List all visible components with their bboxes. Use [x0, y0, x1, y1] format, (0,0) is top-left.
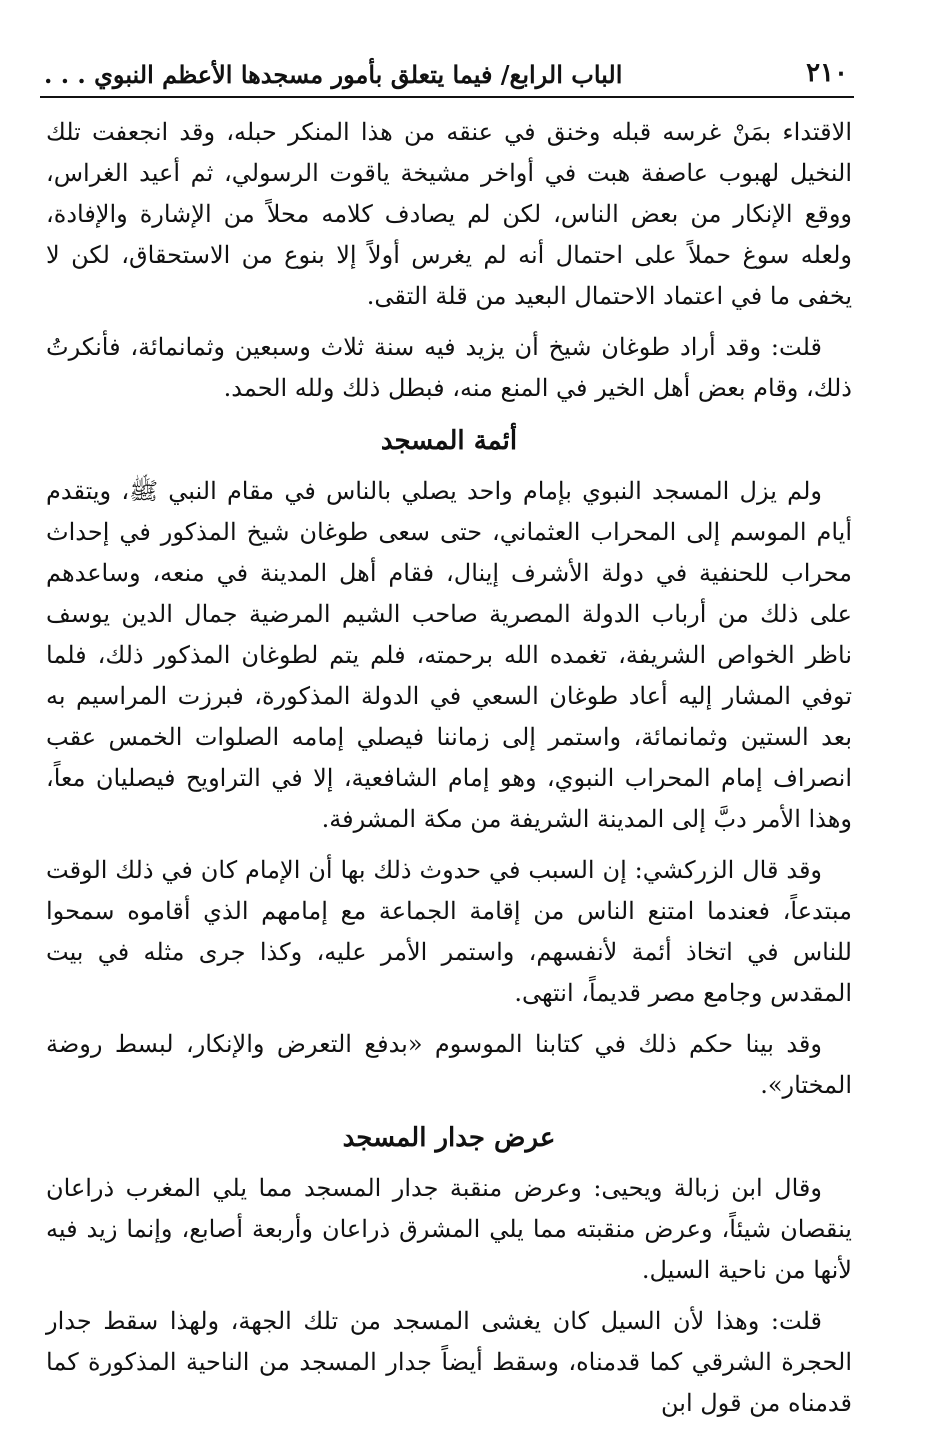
page-header — [40, 50, 854, 98]
paragraph-7: قلت: وهذا لأن السيل كان يغشى المسجد من تلك الجهة، ولهذا سقط جدار الحجرة الشرقي كما قدمناه، وسقط أيضاً جدار المسجد من الناحية المذكورة كما قدمناه من قول ابن — [46, 1307, 852, 1417]
running-title: الباب الرابع/ فيما يتعلق بأمور مسجدها الأعظم النبوي . . . — [44, 60, 623, 89]
page-number: ٢١٠ — [806, 58, 848, 88]
paragraph-1: الاقتداء بمَنْ غرسه قبله وخنق في عنقه من هذا المنكر حبله، وقد انجعفت تلك النخيل لهبوب عاصفة هبت في أواخر مشيخة ياقوت الرسولي، ثم أعيد الغراس، ووقع الإنكار من بعض الناس، لكن لم يصادف كلامه محلاً من الإشارة والإفادة، ولعله سوغ حملاً على احتمال أنه لم يغرس أولاً إلا بنوع من الاستحقاق، لكن لا يخفى ما في اعتماد الاحتمال البعيد من قلة التقى. — [46, 118, 853, 310]
paragraph-3: ولم يزل المسجد النبوي بإمام واحد يصلي بالناس في مقام النبي ﷺ، ويتقدم أيام الموسم إلى المحراب العثماني، حتى سعى طوغان شيخ المذكور في إحداث محراب للحنفية في دولة الأشرف إينال، فقام أهل المدينة في منعه، وساعدهم على ذلك من أرباب الدولة المصرية صاحب الشيم المرضية جمال الدين يوسف ناظر الخواص الشريفة، تغمده الله برحمته، فلم يتم لطوغان المذكور ذلك، فلما توفي المشار إليه أعاد طوغان السعي في الدولة المذكورة، فبرزت المراسيم به بعد الستين وثمانمائة، واستمر إلى زماننا فيصلي إمامه الصلوات الخمس عقب انصراف إمام المحراب النبوي، وهو إمام الشافعية، إلا في التراويح فيصليان معاً، وهذا الأمر دبَّ إلى المدينة الشريفة من مكة المشرفة. — [46, 477, 852, 833]
paragraph-4: وقد قال الزركشي: إن السبب في حدوث ذلك بها أن الإمام كان في ذلك الوقت مبتدعاً، فعندما امتنع الناس من إقامة الجماعة مع إمامهم الذي أقاموه سمحوا للناس في اتخاذ أئمة لأنفسهم، واستمر الأمر عليه، وكذا جرى مثله في بيت المقدس وجامع مصر قديماً، انتهى. — [46, 856, 852, 1007]
paragraph-6: وقال ابن زبالة ويحيى: وعرض منقبة جدار المسجد مما يلي المغرب ذراعان ينقصان شيئاً، وعرض منقبته مما يلي المشرق ذراعان وأربعة أصابع، وإنما زيد فيه لأنها من ناحية السيل. — [46, 1174, 852, 1284]
section-heading-wall-width: عرض جدار المسجد — [342, 1123, 556, 1153]
paragraph-5: وقد بينا حكم ذلك في كتابنا الموسوم «بدفع التعرض والإنكار، لبسط روضة المختار». — [46, 1030, 852, 1099]
page-body — [46, 112, 852, 1434]
paragraph-2: قلت: وقد أراد طوغان شيخ أن يزيد فيه سنة ثلاث وسبعين وثمانمائة، فأنكرتُ ذلك، وقام بعض أهل الخير في المنع منه، فبطل ذلك ولله الحمد. — [46, 333, 852, 402]
section-heading-imams: أئمة المسجد — [380, 426, 518, 456]
